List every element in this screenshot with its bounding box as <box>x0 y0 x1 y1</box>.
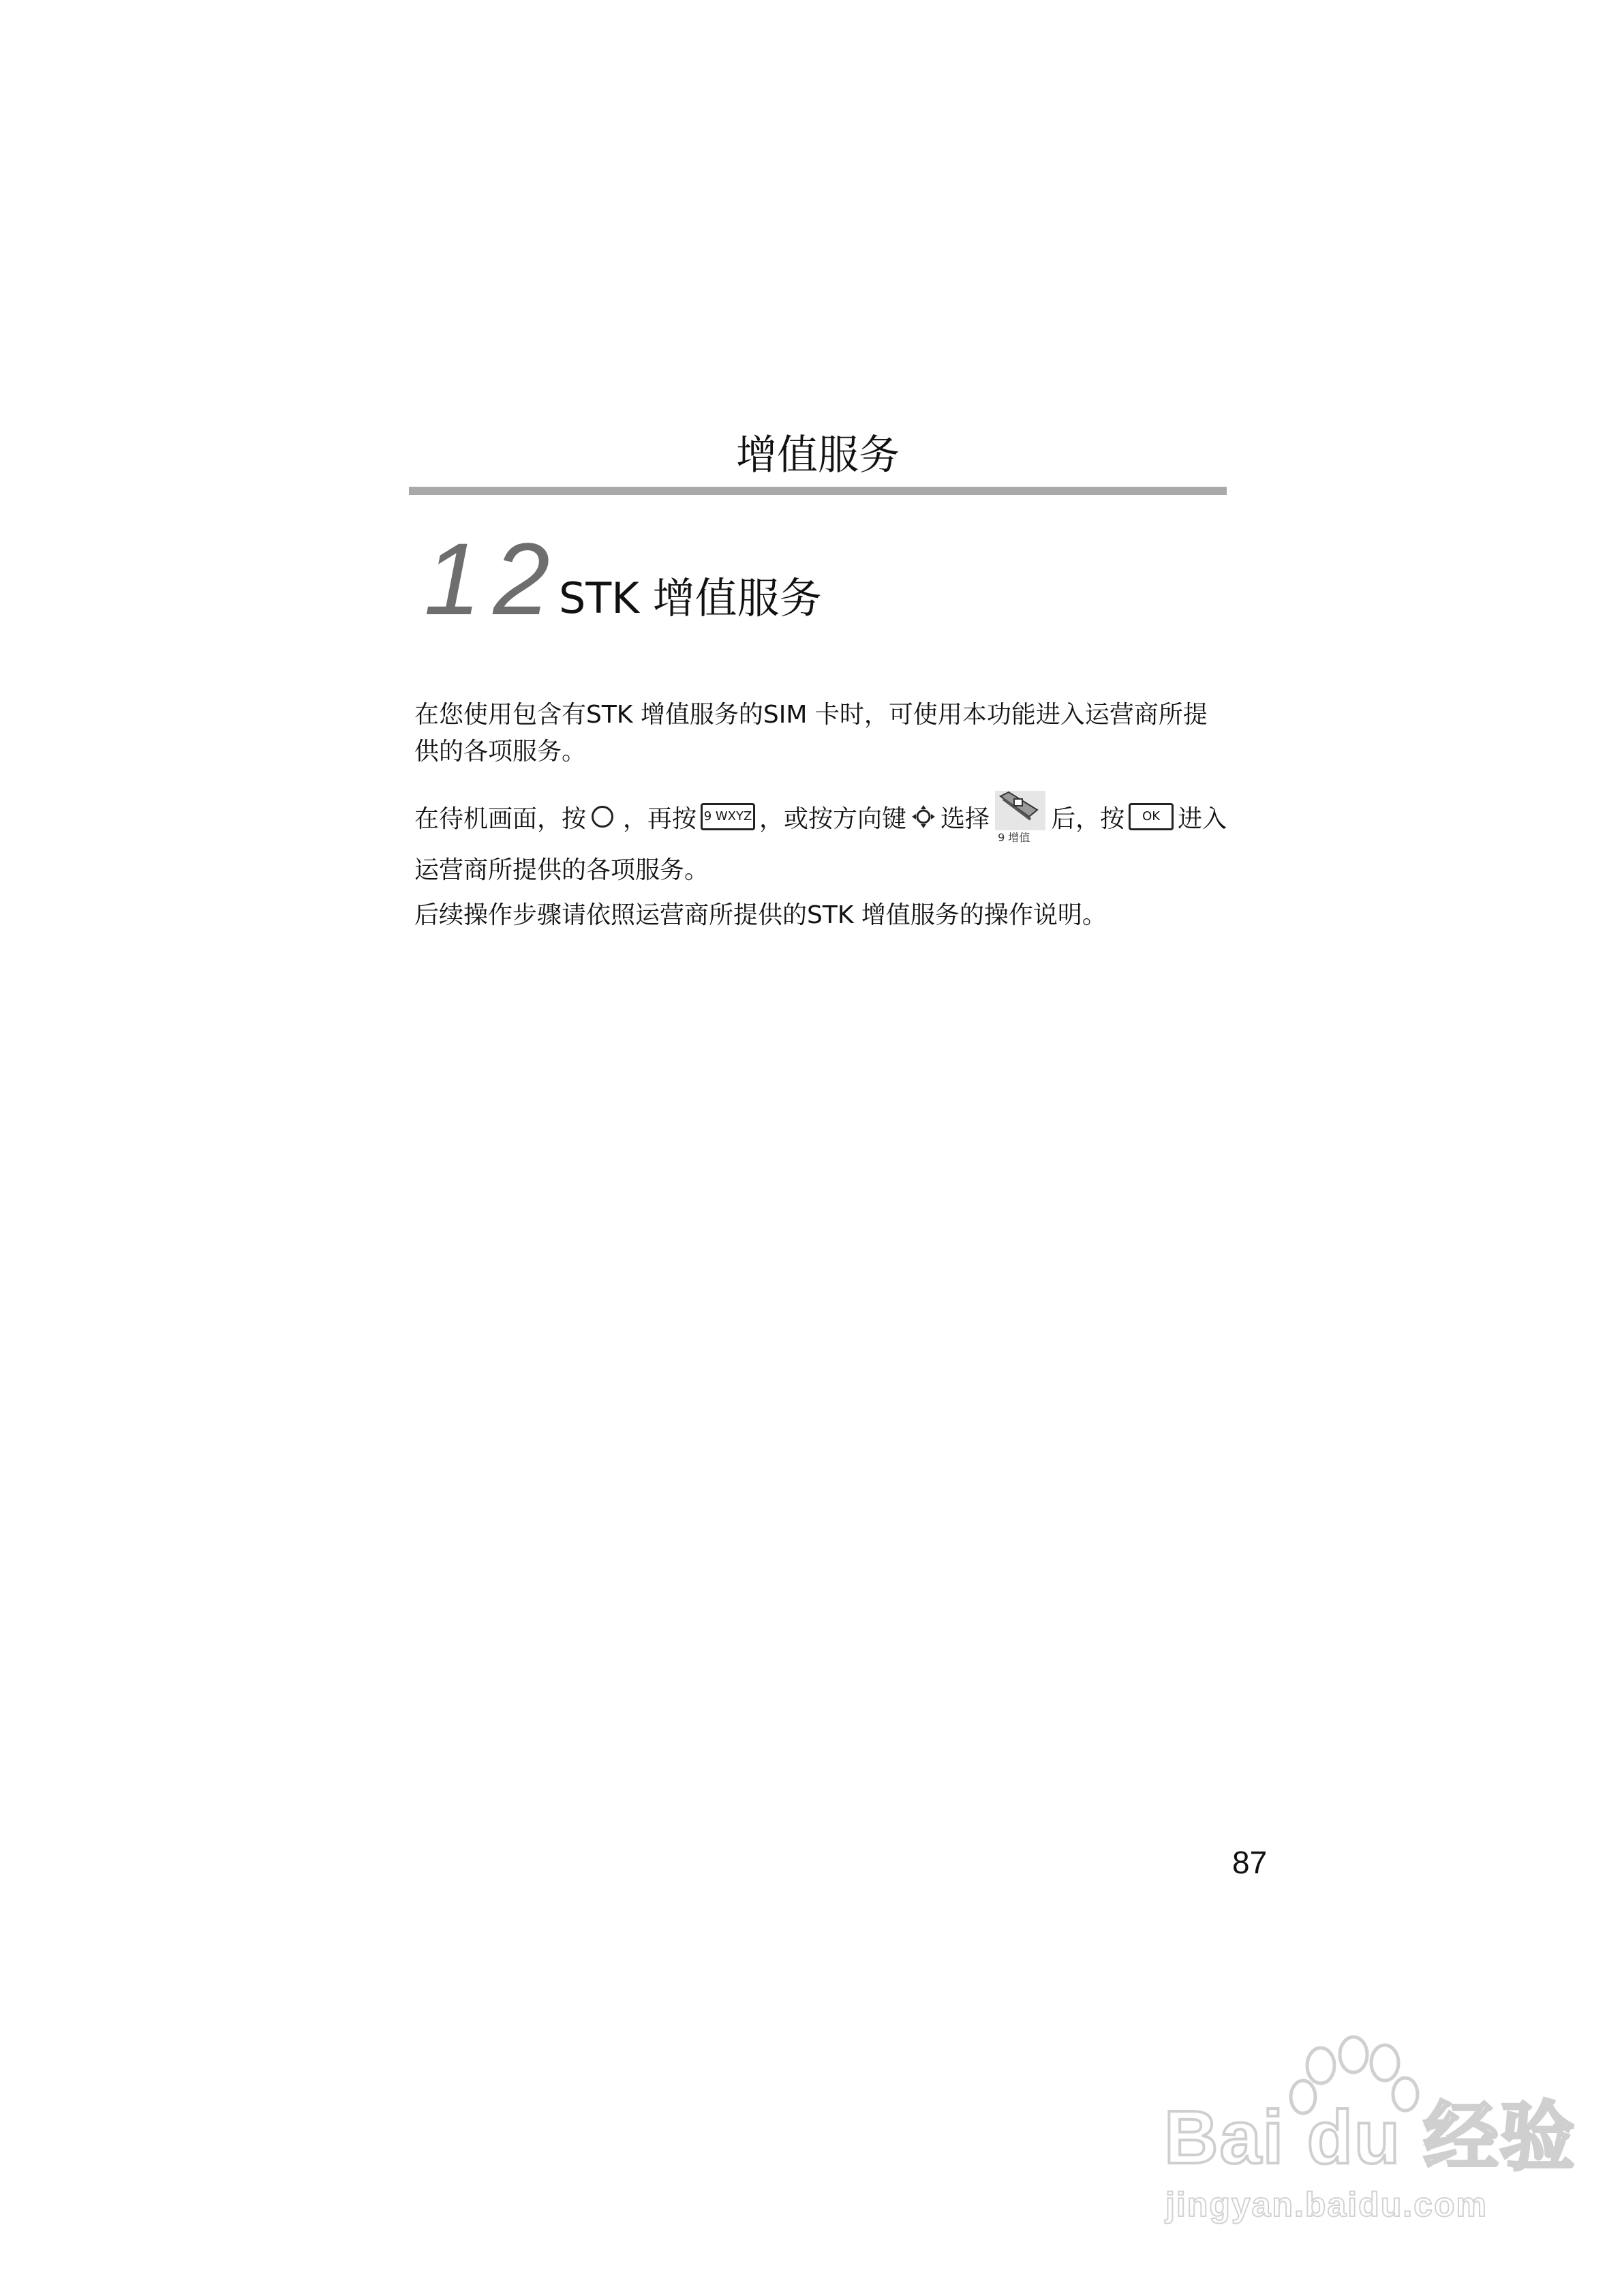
instruction-text-2: ，再按 <box>623 804 697 833</box>
navigation-key-icon <box>911 804 936 830</box>
instruction-line-2: 运营商所提供的各项服务。 <box>414 856 709 884</box>
ok-key-icon: OK <box>1129 803 1174 830</box>
instruction-text-1: 在待机画面，按 <box>414 804 587 833</box>
value-added-service-menu-icon <box>994 789 1047 844</box>
circle-key-icon <box>592 806 613 828</box>
followup-paragraph: 后续操作步骤请依照运营商所提供的STK 增值服务的操作说明。 <box>414 901 1107 929</box>
section-header-title: 增值服务 <box>736 432 900 479</box>
page-number: 87 <box>1232 1845 1268 1880</box>
watermark-brand: Bai du 经验 <box>1164 2096 1576 2179</box>
intro-paragraph: 在您使用包含有STK 增值服务的SIM 卡时，可使用本功能进入运营商所提供的各项服务。 <box>414 701 1208 766</box>
header-rule <box>409 487 1227 495</box>
instruction-text-3: ，或按方向键 <box>759 804 907 833</box>
key-9-icon: 9 WXYZ <box>701 803 755 830</box>
menu-icon-label: 9 增值 <box>998 831 1030 844</box>
chapter-number: 12 <box>424 522 562 636</box>
instruction-line <box>414 789 1232 844</box>
watermark-url: jingyan.baidu.com <box>1165 2186 1488 2224</box>
baidu-watermark <box>1152 2031 1574 2229</box>
instruction-text-5: 后，按 <box>1051 804 1125 833</box>
instruction-text-4: 选择 <box>940 804 990 833</box>
chapter-title: STK 增值服务 <box>559 573 822 623</box>
instruction-text-6: 进入 <box>1178 804 1227 833</box>
